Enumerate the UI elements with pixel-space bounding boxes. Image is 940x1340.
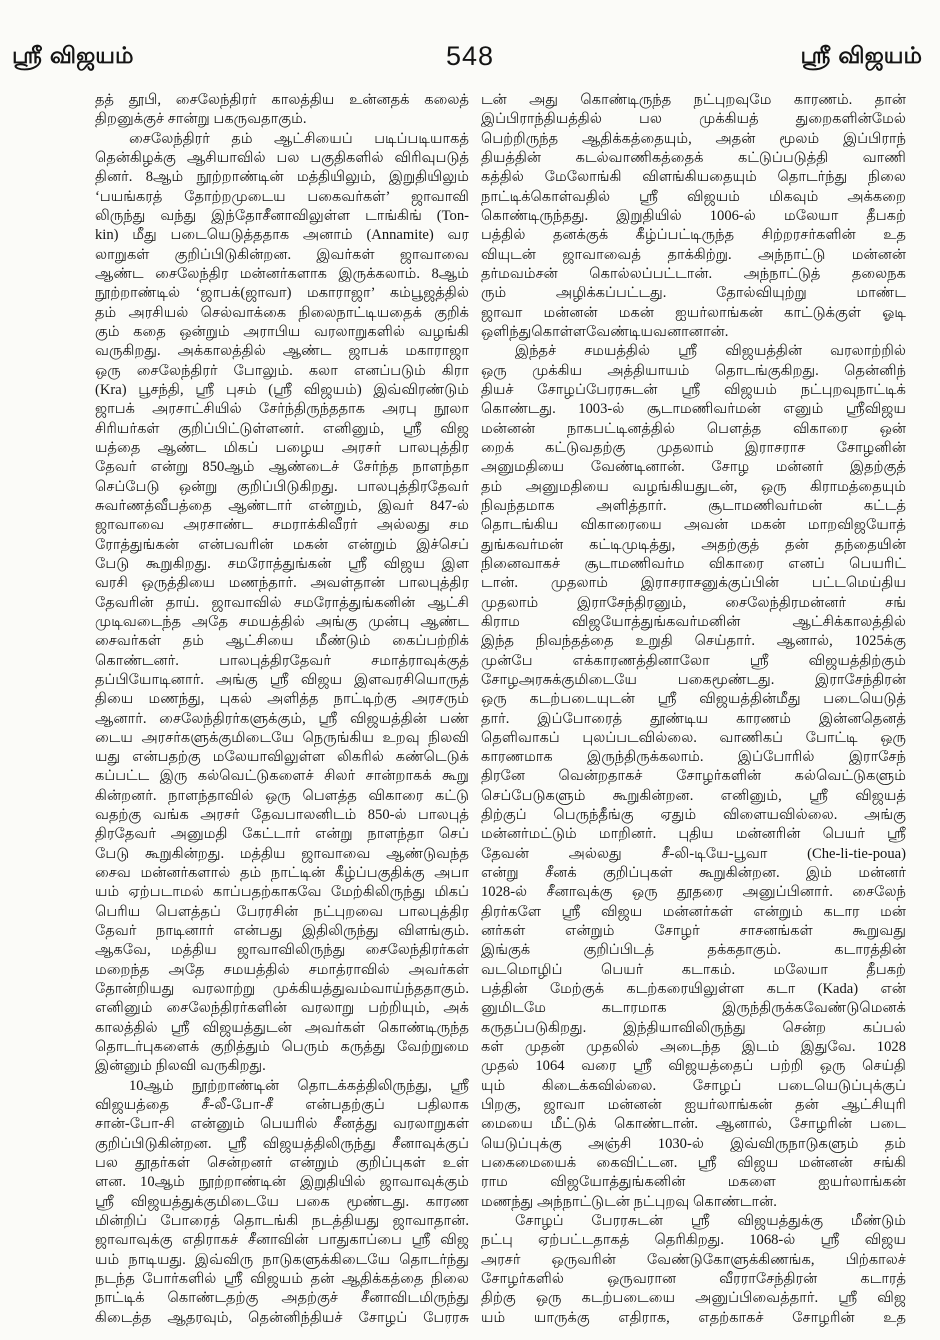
text-line: கும் கதை ஒன்றும் அராபிய வரலாறுகளில் வழங்கி: [95, 323, 469, 340]
text-line: பத்தில் தனக்குக் கீழ்ப்பட்டிருந்த சிற்றரசர்களின் உத: [481, 227, 906, 244]
text-line: தர்மவம்சன் கொல்லப்பட்டான். அந்நாட்டுத் தலைநக: [481, 265, 906, 282]
text-line: தம் அரசியல் செல்வாக்கை நிலைநாட்டியதைக் குறிக்: [95, 304, 469, 321]
paragraph: [95, 1077, 469, 1328]
text-line: திரனே வென்றதாகச் சோழர்களின் கல்வெட்டுகளும்: [481, 768, 906, 785]
text-line: திறனுக்குச் சான்று பகருவதாகும்.: [95, 111, 307, 128]
text-line: லிருந்து வந்து இந்தோசீனாவிலுள்ள டாங்கிங் (Ton-: [95, 207, 469, 224]
text-line: முன்பே எக்காரணத்தினாலோ ஸ்ரீ விஜயத்திற்கும்: [481, 652, 906, 669]
text-line: ஜாவா மன்னன் மகன் ஐயர்லாங்கன் காட்டுக்குள் ஓடி: [481, 304, 906, 321]
text-line: சைலேந்திரர் தம் ஆட்சியைப் படிப்படியாகத்: [129, 130, 469, 147]
text-line: பத்தின் மேற்குக் கடற்கரையிலுள்ள கடா (Kada) என்: [481, 981, 906, 998]
text-line: 10ஆம் நூற்றாண்டின் தொடக்கத்திலிருந்து, ஸ்ரீ: [129, 1077, 469, 1094]
text-line: ‘பயங்கரத் தோற்றமுடைய பகைவர்கள்’ ஜாவாவி: [95, 188, 469, 205]
paragraph: [481, 1212, 906, 1328]
text-line: துங்கவர்மன் கட்டிமுடித்து, அதற்குத் தன் தந்தையின்: [481, 536, 906, 553]
text-line: சுவர்ணத்வீபத்தை ஆண்டார் என்றும், இவர் 847-ல்: [95, 497, 469, 514]
text-line: மையை மீட்டுக் கொண்டான். ஆனால், சோழரின் படை: [481, 1116, 906, 1133]
text-line: கருதப்படுகிறது. இந்தியாவிலிருந்து சென்ற கப்பல்: [481, 1019, 906, 1036]
text-line: ஆண்ட சைலேந்திர மன்னர்களாக இருக்கலாம். 8ஆம்: [95, 265, 469, 282]
text-line: கிடைத்த ஆதரவும், தென்னிந்தியச் சோழப் பேரரசு: [95, 1309, 469, 1326]
text-line: சைவ மன்னர்களால் தம் நாட்டின் கீழ்ப்பகுதிக்கு அபா: [95, 865, 469, 882]
left-column: [95, 91, 469, 1328]
text-line: ஜாவாவை அரசாண்ட சமராக்கிவீரர் அல்லது சம: [95, 517, 469, 534]
text-line: யம் யாருக்கு எதிராக, எதற்காகச் சோழரின் உத: [481, 1309, 906, 1326]
paragraph: [95, 130, 469, 1077]
text-line: செப்பேடுகளும் கூறுகின்றன. எனினும், ஸ்ரீ விஜயத்: [481, 787, 906, 804]
text-line: னர்கள் என்றும் சோழர் சாசனங்கள் கூறுவது: [481, 923, 906, 940]
text-line: இந்தச் சமயத்தில் ஸ்ரீ விஜயத்தின் வரலாற்றில்: [515, 343, 906, 360]
text-line: பல தூதர்கள் சென்றனர் என்றும் குறிப்புகள் உள்: [95, 1155, 469, 1172]
text-line: வடமொழிப் பெயர் கடாகம். மலேயா தீபகற்: [481, 961, 906, 978]
text-line: ராம விஜயோத்துங்கனின் மகளை ஐயர்லாங்கன்: [481, 1174, 906, 1191]
text-line: ரும் அழிக்கப்பட்டது. தோல்வியுற்று மாண்ட: [481, 285, 906, 302]
text-line: ஒரு முக்கிய அத்தியாயம் தொடங்குகிறது. தென்னிந்: [481, 362, 906, 379]
text-line: தத் தூபி, சைலேந்திரர் காலத்திய உன்னதக் கலைத்: [95, 92, 469, 108]
text-line: ஜாவாவுக்கு எதிராகச் சீனாவின் பாதுகாப்பை ஸ்ரீ விஜ: [95, 1232, 469, 1249]
text-line: கொண்டது. 1003-ல் சூடாமணிவர்மன் எனும் ஸ்ரீவிஜய: [481, 401, 906, 418]
text-line: டான். முதலாம் இராசராசனுக்குப்பின் பட்டமெய்திய: [481, 575, 906, 592]
text-line: கொண்டிருந்தது. இறுதியில் 1006-ல் மலேயா தீபகற்: [481, 207, 906, 224]
text-line: செப்பேடு ஒன்று குறிப்பிடுகிறது. பாலபுத்திரதேவர்: [95, 478, 469, 495]
text-line: ஆனார். சைலேந்திரர்களுக்கும், ஸ்ரீ விஜயத்தின் பண்: [95, 710, 469, 727]
running-head-left: ஸ்ரீ விஜயம்: [12, 43, 134, 69]
text-line: ஜாபக் அரசாட்சியில் சேர்ந்திருந்ததாக அரபு நூலா: [95, 401, 469, 418]
text-line: கள் முதன் முதலில் அடைந்த இடம் இதுவே. 1028: [481, 1039, 906, 1056]
text-line: நட்பு ஏற்பட்டதாகத் தெரிகிறது. 1068-ல் ஸ்ரீ விஜய: [481, 1232, 906, 1249]
text-line: யம் நாடியது. இவ்விரு நாடுகளுக்கிடையே தொடர்ந்து: [95, 1251, 469, 1268]
text-line: திரர்களே ஸ்ரீ விஜய மன்னர்கள் என்றும் கடார மன்: [481, 903, 906, 920]
text-line: தெளிவாகப் புலப்படவில்லை. வாணிகப் போட்டி ஒரு: [481, 729, 906, 746]
text-line: கப்பட்ட இரு கல்வெட்டுகளைச் சிலர் சான்றாகக் கூறு: [95, 768, 469, 785]
text-line: பேடு கூறுகின்றது. மத்திய ஜாவாவை ஆண்டுவந்த: [95, 845, 469, 862]
text-line: நடந்த போர்களில் ஸ்ரீ விஜயம் தன் ஆதிக்கத்தை நிலை: [95, 1271, 469, 1288]
text-line: முதல் 1064 வரை ஸ்ரீ விஜயத்தைப் பற்றி ஒரு செய்தி: [481, 1058, 906, 1075]
text-line: பெற்றிருந்த ஆதிக்கத்தையும், அதன் மூலம் இப்பிராந்: [481, 130, 906, 147]
text-line: தொடங்கிய விகாரையை அவன் மகன் மாறவிஜயோத்: [481, 517, 906, 534]
text-line: மின்றிப் போரைத் தொடங்கி நடத்தியது ஜாவாதான்.: [95, 1213, 469, 1230]
text-line: தேவர் நாடினார் என்பது இதிலிருந்து விளங்கும்.: [95, 923, 469, 940]
text-line: பெரிய பௌத்தப் பேரரசின் நட்புறவை பாலபுத்திர: [95, 903, 469, 920]
text-line: இப்பிராந்தியத்தில் பல முக்கியத் துறைகளின்மேல்: [481, 111, 906, 128]
text-line: அனுமதியை வேண்டினான். சோழ மன்னர் இதற்குத்: [481, 459, 906, 476]
text-line: யது என்பதற்கு மலேயாவிலுள்ள லிகரில் கண்டெடுக்: [95, 749, 469, 766]
text-line: அரசர் ஒருவரின் வேண்டுகோளுக்கிணங்க, பிற்காலச்: [481, 1251, 906, 1268]
paragraph: [95, 91, 469, 130]
text-line: தேவன் அல்லது சீ-லி-டியே-பூவா (Che-li-tie-poua): [481, 845, 906, 862]
text-line: முடிவடைந்த அதே சமயத்தில் அங்கு முன்பு ஆண்ட: [95, 613, 469, 630]
text-line: திற்குப் பெருந்தீங்கு ஏதும் விளையவில்லை. அங்கு: [481, 807, 906, 824]
right-column: [481, 91, 906, 1328]
text-line: லாறுகள் குறிப்பிடுகின்றன. இவர்கள் ஜாவாவை: [95, 246, 469, 263]
text-line: பிறகு, ஜாவா மன்னன் ஐயர்லாங்கன் தன் ஆட்சியுரி: [481, 1097, 906, 1114]
text-line: நினைவாகச் சூடாமணிவர்ம விகாரை எனப் பெயரிட்: [481, 555, 906, 572]
text-line: தப்பியோடினார். அங்கு ஸ்ரீ விஜய இளவரசியொருத்: [95, 671, 469, 688]
text-line: றைக் கட்டுவதற்கு முதலாம் இராசராச சோழனின்: [481, 439, 906, 456]
text-line: தியத்தின் கடல்வாணிகத்தைக் கட்டுப்படுத்தி வாணி: [481, 149, 906, 166]
text-line: சோழப் பேரரசுடன் ஸ்ரீ விஜயத்துக்கு மீண்டும்: [515, 1213, 906, 1230]
text-line: நூற்றாண்டில் ‘ஜாபக்(ஜாவா) மகாராஜா’ கம்பூஜத்தில்: [95, 285, 469, 302]
text-line: வருகிறது. அக்காலத்தில் ஆண்ட ஜாபக் மகாராஜா: [95, 343, 469, 360]
text-line: னுமிடமே கடாரமாக இருந்திருக்கவேண்டுமெனக்: [481, 1000, 906, 1017]
text-line: ஒரு சைலேந்திரர் போலும். கலா எனப்படும் கிரா: [95, 362, 469, 379]
text-line: தேவர் என்று 850ஆம் ஆண்டைச் சேர்ந்த நாளந்தா: [95, 459, 469, 476]
text-line: திற்கு ஒரு கடற்படையை அனுப்பிவைத்தார். ஸ்ரீ விஜ: [481, 1290, 906, 1307]
text-line: நிவந்தமாக அளித்தார். சூடாமணிவர்மன் கட்டத்: [481, 497, 906, 514]
text-line: வரசி ஒருத்தியை மணந்தார். அவள்தான் பாலபுத்திர: [95, 575, 469, 592]
text-line: தென்கிழக்கு ஆசியாவில் பல பகுதிகளில் விரிவுபடுத்: [95, 149, 469, 166]
text-line: பேடு கூறுகிறது. சமரோத்துங்கன் ஸ்ரீ விஜய இள: [95, 555, 469, 572]
text-line: மறைந்த அதே சமயத்தில் சமாத்ராவில் அவர்கள்: [95, 961, 469, 978]
text-line: முதலாம் இராசேந்திரனும், சைலேந்திரமன்னர் சங்: [481, 594, 906, 611]
text-line: மன்னர்மட்டும் மாறினர். புதிய மன்னரின் பெயர் ஸ்ரீ: [481, 826, 906, 843]
text-line: டன் அது கொண்டிருந்த நட்புறவுமே காரணம். தான்: [481, 92, 906, 108]
text-line: இந்த நிவந்தத்தை உறுதி செய்தார். ஆனால், 1025க்கு: [481, 633, 906, 650]
text-line: ஒளிந்துகொள்ளவேண்டியவனானான்.: [481, 323, 729, 340]
text-line: தியச் சோழப்பேரரசுடன் ஸ்ரீ விஜயம் நட்புறவுநாட்டிக்: [481, 381, 906, 398]
text-line: கத்தில் மேலோங்கி விளங்கியதையும் தொடர்ந்து நிலை: [481, 169, 906, 186]
text-line: 1028-ல் சீனாவுக்கு ஒரு தூதரை அனுப்பினார். சைலேந்: [481, 884, 906, 901]
text-line: டைய அரசர்களுக்குமிடையே நெருங்கிய உறவு நிலவி: [95, 729, 469, 746]
text-line: (Kra) பூசந்தி, ஸ்ரீ புசம் (ஸ்ரீ விஜயம்) இவ்விரண்டும்: [95, 381, 469, 398]
text-line: சைவர்கள் தம் ஆட்சியை மீண்டும் கைப்பற்றிக்: [95, 633, 469, 650]
running-head-right: ஸ்ரீ விஜயம்: [800, 43, 922, 69]
text-line: கின்றனர். நாளந்தாவில் ஒரு பௌத்த விகாரை கட்டு: [95, 787, 469, 804]
text-line: இன்னும் நிலவி வருகிறது.: [95, 1058, 266, 1075]
text-line: என்று சீனக் குறிப்புகள் கூறுகின்றன. இம் மன்னர்: [481, 865, 906, 882]
text-line: kin) மீது படையெடுத்ததாக அனாம் (Annamite) வர: [95, 227, 469, 244]
text-line: விஜயத்தை சீ-லீ-போ-சீ என்பதற்குப் பதிலாக: [95, 1097, 469, 1114]
paragraph: [481, 91, 906, 342]
paragraph: [481, 342, 906, 1212]
text-line: எனினும் சைலேந்திரர்களின் வரலாறு பற்றியும், அக்: [95, 1000, 469, 1017]
text-line: சிரியர்கள் குறிப்பிட்டுள்ளனர். எனினும், ஸ்ரீ விஜ: [95, 420, 469, 437]
text-line: தினர். 8ஆம் நூற்றாண்டின் மத்தியிலும், இறுதியிலும்: [95, 169, 469, 186]
text-line: யெடுப்புக்கு அஞ்சி 1030-ல் இவ்விருநாடுகளும் தம்: [481, 1135, 906, 1152]
text-line: நாட்டிக்கொள்வதில் ஸ்ரீ விஜயம் மிகவும் அக்கறை: [481, 188, 906, 205]
text-line: பகைமையைக் கைவிட்டன. ஸ்ரீ விஜய மன்னன் சங்கி: [481, 1155, 906, 1172]
text-line: தம் அனுமதியை வழங்கியதுடன், ஒரு கிராமத்தையும்: [481, 478, 906, 495]
text-line: ஆகவே, மத்திய ஜாவாவிலிருந்து சைலேந்திரர்கள்: [95, 942, 469, 959]
text-line: ஒரு கடற்படையுடன் ஸ்ரீ விஜயத்தின்மீது படையெடுத்: [481, 691, 906, 708]
text-line: குறிப்பிடுகின்றன. ஸ்ரீ விஜயத்திலிருந்து சீனாவுக்குப்: [95, 1135, 469, 1152]
text-line: மணந்து அந்நாட்டுடன் நட்புறவு கொண்டான்.: [481, 1193, 777, 1210]
text-line: வியுடன் ஜாவாவைத் தாக்கிற்று. அந்நாட்டு மன்னன்: [481, 246, 906, 263]
text-line: காலத்தில் ஸ்ரீ விஜயத்துடன் அவர்கள் கொண்டிருந்த: [95, 1019, 469, 1036]
text-line: இங்குக் குறிப்பிடத் தக்கதாகும். கடாரத்தின்: [481, 942, 906, 959]
text-line: யம் ஏற்படாமல் காப்பதற்காகவே மேற்கிலிருந்து மிகப்: [95, 884, 469, 901]
text-line: தேவரின் தாய். ஜாவாவில் சமரோத்துங்கனின் ஆட்சி: [95, 594, 469, 611]
text-line: கிராம விஜயோத்துங்கவர்மனின் ஆட்சிக்காலத்தில்: [481, 613, 906, 630]
text-line: திரதேவர் அனுமதி கேட்டார் என்று நாளந்தா செப்: [95, 826, 469, 843]
text-line: ஸ்ரீ விஜயத்துக்குமிடையே பகை மூண்டது. காரண: [95, 1193, 469, 1210]
text-line: தோன்றியது வரலாற்று முக்கியத்துவம்வாய்ந்ததாகும்.: [95, 981, 469, 998]
text-line: ரோத்துங்கன் என்பவரின் மகன் என்றும் இச்செப்: [95, 536, 469, 553]
text-line: கொண்டனர். பாலபுத்திரதேவர் சமாத்ராவுக்குத்: [95, 652, 469, 669]
text-line: சான்-போ-சி என்னும் பெயரில் சீனத்து வரலாறுகள்: [95, 1116, 469, 1133]
text-line: சோழஅரசுக்குமிடையே பகைமூண்டது. இராசேந்திரன்: [481, 671, 906, 688]
text-line: யத்தை ஆண்ட மிகப் பழைய அரசர் பாலபுத்திர: [95, 439, 469, 456]
text-line: தொடர்புகளைக் குறித்தும் பெரும் கருத்து வேற்றுமை: [95, 1039, 469, 1056]
text-line: சோழர்களில் ஒருவரான வீரராசேந்திரன் கடாரத்: [481, 1271, 906, 1288]
text-line: வதற்கு வங்க அரசர் தேவபாலனிடம் 850-ல் பாலபுத்: [95, 807, 469, 824]
text-line: யும் கிடைக்கவில்லை. சோழப் படையெடுப்புக்குப்: [481, 1077, 906, 1094]
text-line: தார். இப்போரைத் தூண்டிய காரணம் இன்னதெனத்: [481, 710, 906, 727]
text-line: மன்னன் நாகபட்டினத்தில் பௌத்த விகாரை ஒன்: [481, 420, 906, 437]
text-line: தியை மணந்து, புகல் அளித்த நாட்டிற்கு அரசரும்: [95, 691, 469, 708]
text-line: காரணமாக இருந்திருக்கலாம். இப்போரில் இராசேந்: [481, 749, 906, 766]
text-line: நாட்டிக் கொண்டதற்கு அதற்குச் சீனாவிடமிருந்து: [95, 1290, 469, 1307]
text-line: ளன. 10ஆம் நூற்றாண்டின் இறுதியில் ஜாவாவுக்கும்: [95, 1174, 469, 1191]
page-number: 548: [445, 41, 495, 71]
